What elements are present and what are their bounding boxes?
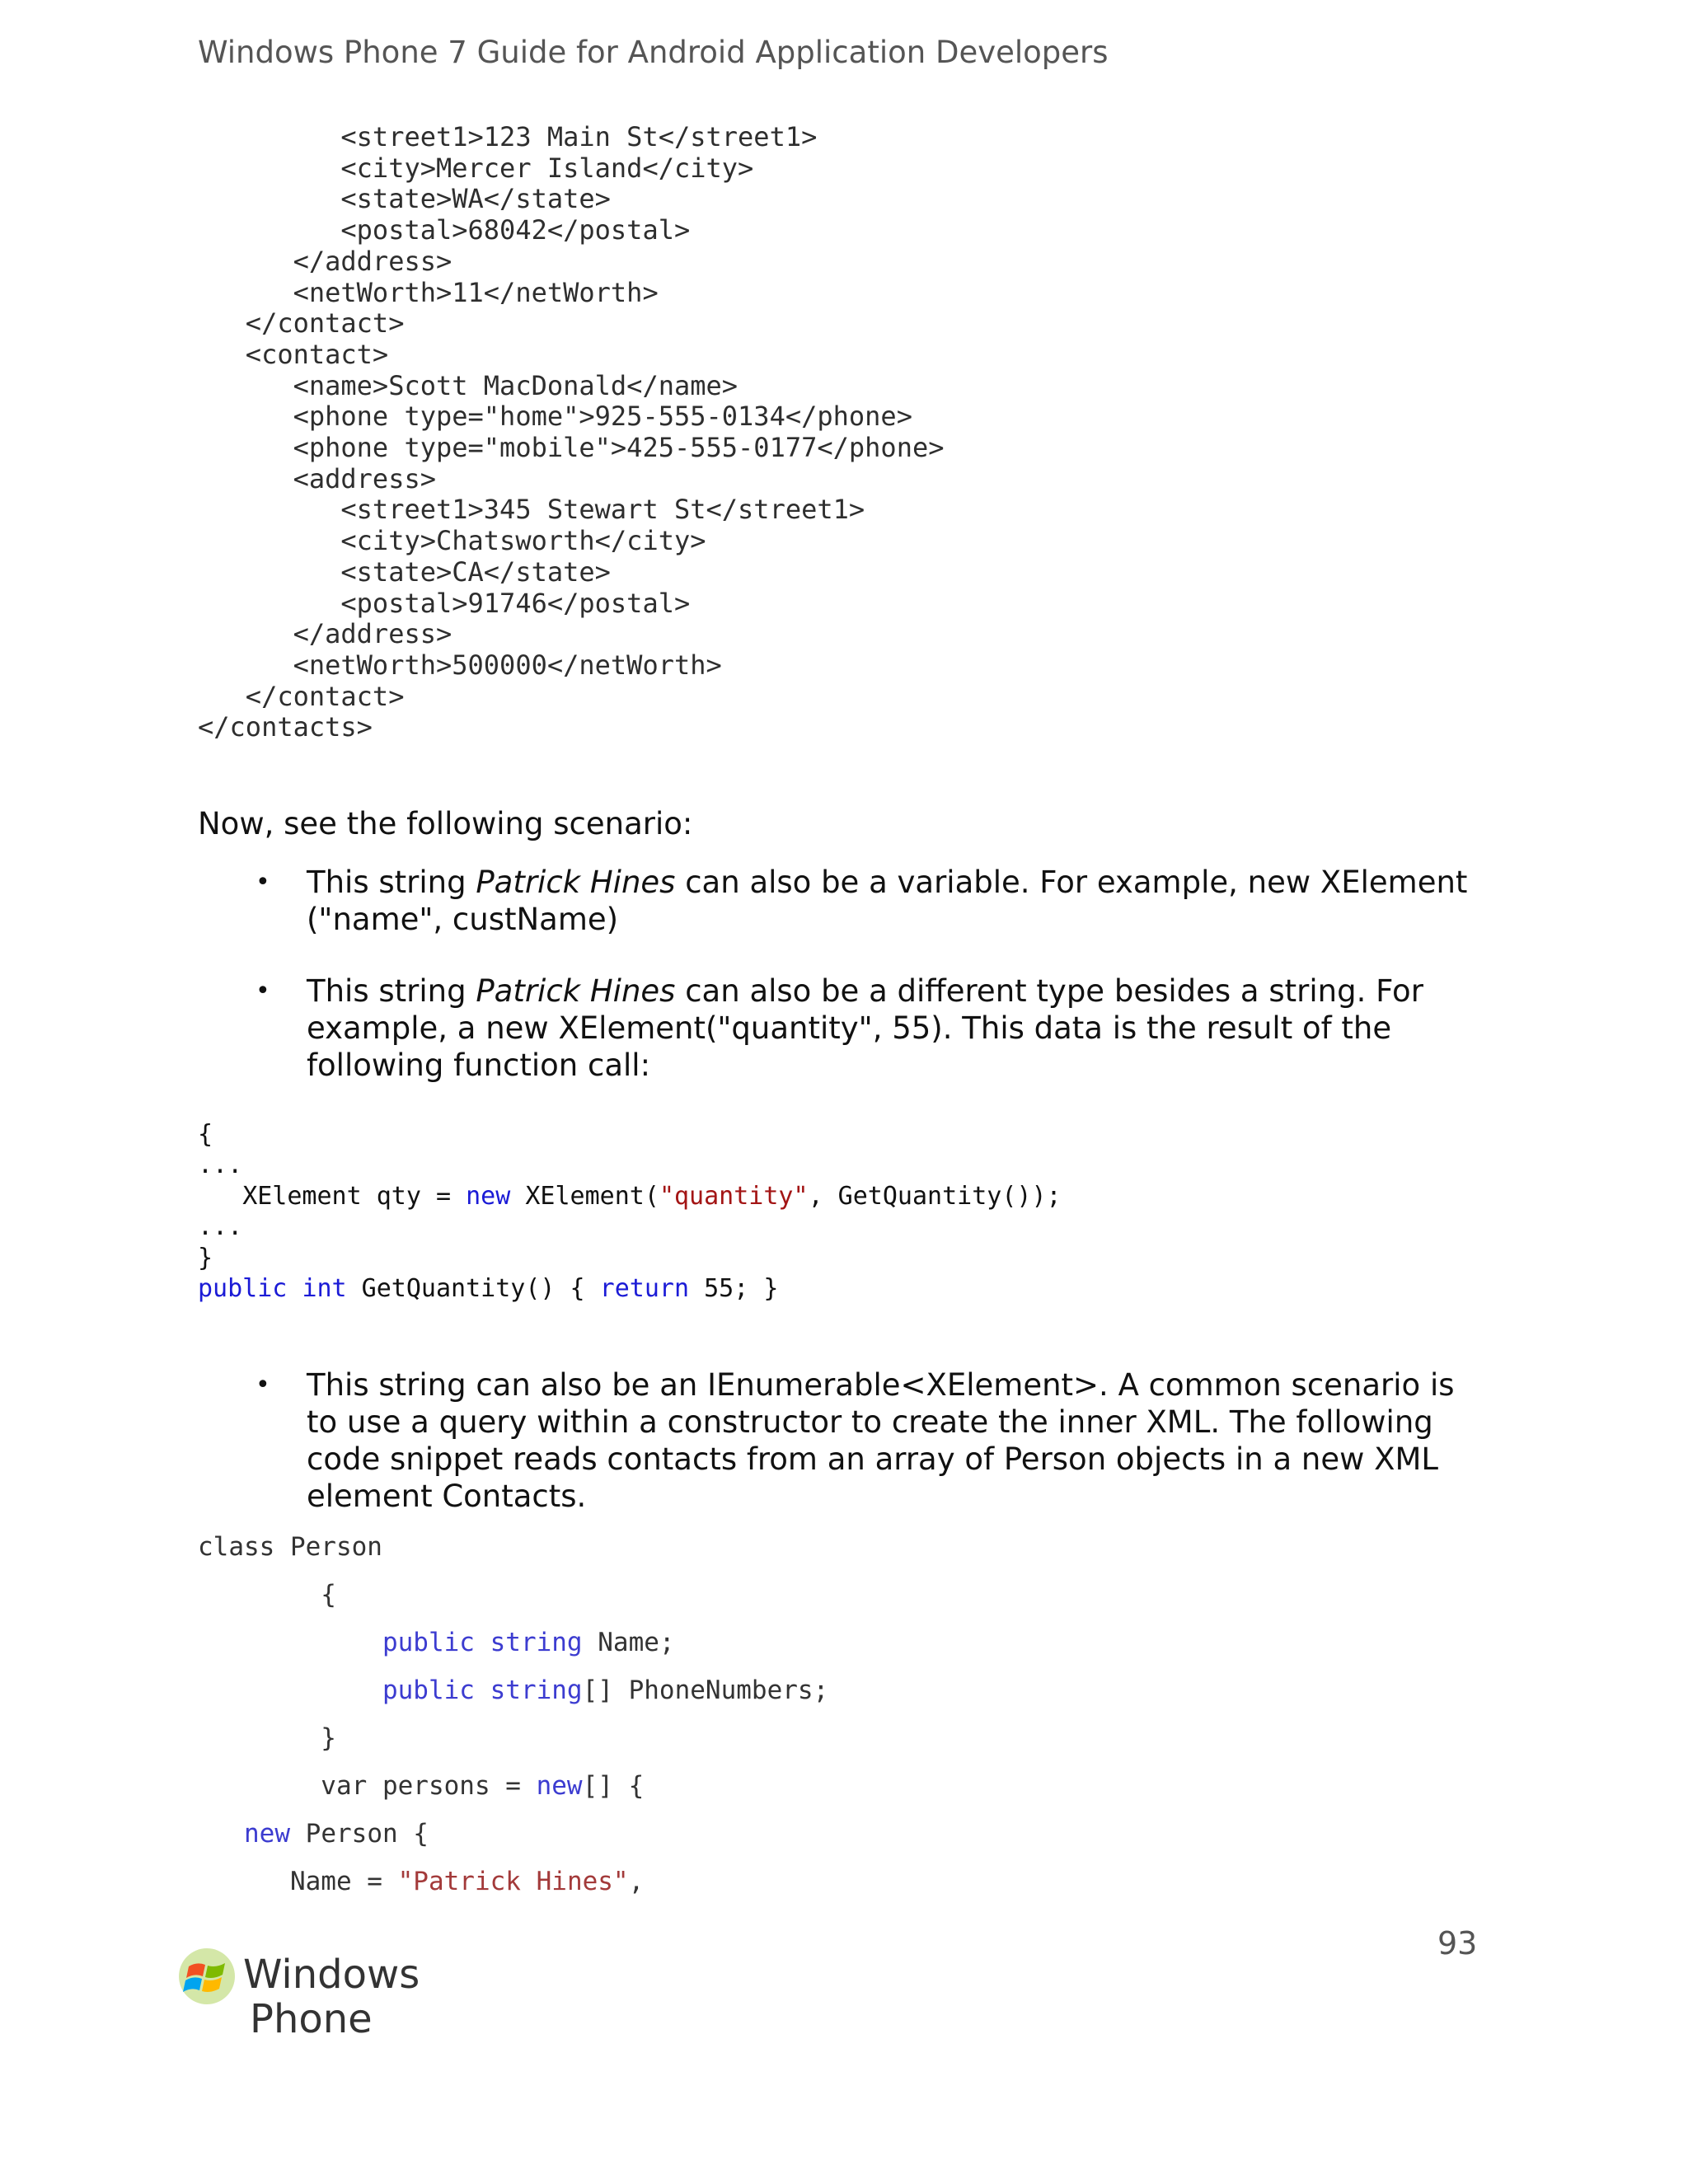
person-code-block bbox=[198, 1523, 828, 1905]
code-keyword: new bbox=[536, 1771, 583, 1801]
code-keyword: new bbox=[466, 1181, 511, 1211]
code-indent bbox=[198, 1675, 382, 1705]
code-text: , bbox=[628, 1867, 645, 1896]
code-text: } bbox=[198, 1243, 213, 1272]
code-line: </contact> bbox=[198, 307, 405, 340]
code-text: XElement( bbox=[510, 1181, 659, 1211]
code-text: } bbox=[198, 1723, 336, 1753]
code-line: </address> bbox=[198, 618, 452, 650]
code-line: <phone type="home">925-555-0134</phone> bbox=[198, 401, 912, 433]
bullet-text: This string can also be an IEnumerable<XElement>. A common scenario is to use a query within a constructor to create the inner XML. The following code snippet reads contacts from an array of Person objects in a new XML element Contacts. bbox=[307, 1367, 1455, 1514]
bullet-emphasis: Patrick Hines bbox=[476, 865, 676, 900]
bullet-marker: • bbox=[256, 977, 270, 1005]
bullet-item bbox=[256, 1366, 1477, 1515]
bullet-text: can also be a variable. For example, new XElement ("name", custName) bbox=[307, 865, 1468, 937]
code-line: <netWorth>11</netWorth> bbox=[198, 276, 659, 308]
code-text: GetQuantity() { bbox=[346, 1274, 600, 1304]
code-line: <city>Mercer Island</city> bbox=[198, 152, 754, 184]
code-keyword: public string bbox=[382, 1628, 583, 1657]
code-line: <name>Scott MacDonald</name> bbox=[198, 369, 738, 401]
code-line bbox=[198, 1714, 828, 1762]
page-number: 93 bbox=[1437, 1925, 1478, 1961]
windows-phone-logo bbox=[177, 1943, 449, 2042]
bullet-marker: • bbox=[256, 1371, 270, 1399]
code-line bbox=[198, 1273, 1062, 1304]
code-text: XElement qty = bbox=[242, 1181, 467, 1211]
code-text: , GetQuantity()); bbox=[808, 1181, 1062, 1211]
code-text: ... bbox=[198, 1151, 243, 1180]
code-line bbox=[198, 1571, 828, 1619]
code-line: <contact> bbox=[198, 338, 389, 370]
bullet-text: This string bbox=[307, 865, 476, 900]
code-line bbox=[198, 1119, 1062, 1150]
csharp-code-block bbox=[198, 1119, 1062, 1304]
page-header: Windows Phone 7 Guide for Android Application Developers bbox=[198, 35, 1109, 70]
bullet-text: can also be a different type besides a string. For example, a new XElement("quantity", 55). This data is the result of the following function call: bbox=[307, 973, 1423, 1083]
code-line: <postal>91746</postal> bbox=[198, 587, 691, 619]
code-keyword: int bbox=[302, 1274, 347, 1304]
code-line bbox=[198, 1212, 1062, 1242]
code-line: </address> bbox=[198, 245, 452, 277]
code-keyword: public string bbox=[382, 1675, 583, 1705]
code-indent bbox=[198, 1182, 242, 1211]
code-line: </contacts> bbox=[198, 711, 373, 743]
scenario-intro: Now, see the following scenario: bbox=[198, 806, 693, 841]
code-line: <address> bbox=[198, 462, 436, 494]
code-text: [] PhoneNumbers; bbox=[582, 1675, 829, 1705]
code-line bbox=[198, 1666, 828, 1714]
bullet-emphasis: Patrick Hines bbox=[476, 973, 676, 1009]
windows-flag-icon bbox=[179, 1948, 235, 2004]
code-line bbox=[198, 1619, 828, 1666]
code-line: </contact> bbox=[198, 680, 405, 712]
code-text: var persons = bbox=[198, 1771, 537, 1801]
code-text: ... bbox=[198, 1212, 243, 1242]
code-keyword: public bbox=[198, 1274, 288, 1304]
code-line bbox=[198, 1150, 1062, 1180]
code-line: <street1>123 Main St</street1> bbox=[198, 121, 818, 152]
code-text: [] { bbox=[582, 1771, 645, 1801]
code-line bbox=[198, 1181, 1062, 1212]
code-text: { bbox=[198, 1120, 213, 1149]
code-line: <city>Chatsworth</city> bbox=[198, 525, 706, 557]
code-text bbox=[287, 1274, 302, 1303]
code-line bbox=[198, 1762, 828, 1810]
bullet-item bbox=[256, 972, 1477, 1084]
code-line bbox=[198, 1858, 828, 1905]
code-line: <street1>345 Stewart St</street1> bbox=[198, 494, 865, 526]
xml-code-block bbox=[198, 122, 944, 743]
code-line: <netWorth>500000</netWorth> bbox=[198, 649, 722, 681]
code-string: "Patrick Hines" bbox=[397, 1867, 629, 1896]
code-line: <postal>68042</postal> bbox=[198, 214, 691, 246]
code-text: Name; bbox=[582, 1628, 675, 1657]
code-line bbox=[198, 1810, 828, 1858]
code-line bbox=[198, 1523, 828, 1571]
code-keyword: new bbox=[244, 1819, 290, 1849]
code-text: class Person bbox=[198, 1532, 382, 1562]
logo-word-phone: Phone bbox=[250, 1996, 373, 2042]
code-keyword: return bbox=[599, 1274, 690, 1304]
code-indent bbox=[198, 1819, 244, 1849]
bullet-text: This string bbox=[307, 973, 476, 1009]
code-text: Person { bbox=[290, 1819, 429, 1849]
code-line: <state>WA</state> bbox=[198, 183, 611, 215]
logo-word-windows: Windows bbox=[243, 1952, 420, 1998]
bullet-item bbox=[256, 864, 1477, 938]
code-text: 55; } bbox=[689, 1274, 779, 1304]
code-line bbox=[198, 1243, 1062, 1273]
bullet-marker: • bbox=[256, 868, 270, 897]
code-text: { bbox=[198, 1580, 336, 1610]
code-string: "quantity" bbox=[659, 1181, 809, 1211]
code-text: Name = bbox=[198, 1867, 398, 1896]
code-line: <phone type="mobile">425-555-0177</phone> bbox=[198, 432, 945, 464]
code-line: <state>CA</state> bbox=[198, 555, 611, 588]
code-indent bbox=[198, 1628, 382, 1657]
